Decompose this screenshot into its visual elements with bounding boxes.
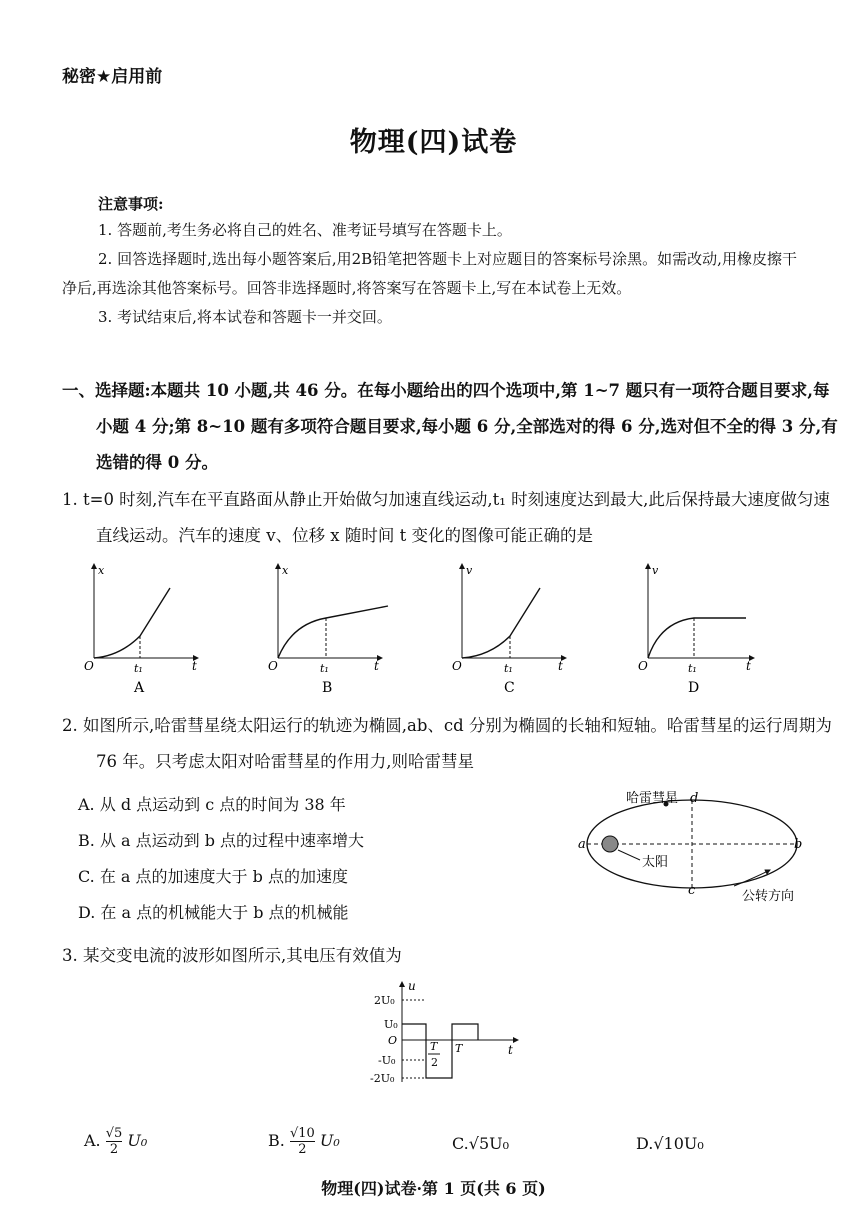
- secrecy-label: 秘密★启用前: [62, 67, 163, 87]
- q3-option-c-text: √5U₀: [468, 1134, 510, 1153]
- q3-option-c: [452, 1134, 509, 1153]
- note-item: 1. 答题前,考生务必将自己的姓名、准考证号填写在答题卡上。: [98, 221, 512, 239]
- question-3-stem: 3. 某交变电流的波形如图所示,其电压有效值为: [62, 946, 402, 965]
- graph-c-tick: t₁: [504, 662, 513, 675]
- graph-a: [84, 564, 198, 696]
- wave-y-neg-u0: -U₀: [378, 1054, 396, 1067]
- sun-label: 太阳: [642, 855, 669, 870]
- point-b: b: [794, 837, 803, 852]
- note-item: 2. 回答选择题时,选出每小题答案后,用2B铅笔把答题卡上对应题目的答案标号涂黑。如需改动,用橡皮擦干净后,再选涂其他答案标号。回答非选择题时,将答案写在答题卡上,写在本试卷上无效。: [62, 250, 797, 297]
- question-2-options: [78, 787, 364, 931]
- q3-option-d-letter: D.: [636, 1134, 654, 1153]
- q3-option-a-num: √5: [105, 1126, 123, 1141]
- graph-b-tick: t₁: [320, 662, 329, 675]
- q3-option-b: [268, 1126, 340, 1157]
- q3-option-b-num: √10: [289, 1126, 315, 1141]
- wave-y-u0: U₀: [384, 1018, 398, 1031]
- graph-c: [452, 564, 566, 696]
- wave-yaxis: u: [408, 979, 416, 993]
- graph-b-origin: O: [268, 659, 278, 673]
- graph-c-origin: O: [452, 659, 462, 673]
- graph-c-yaxis: v: [466, 564, 473, 577]
- graph-d-label: D: [688, 680, 700, 696]
- graph-d-origin: O: [638, 659, 648, 673]
- orbit-diagram: [574, 780, 814, 910]
- point-c: c: [688, 883, 696, 898]
- note-item: 3. 考试结束后,将本试卷和答题卡一并交回。: [98, 308, 392, 326]
- graph-c-xaxis: t: [558, 659, 563, 673]
- q2-option-a: A. 从 d 点运动到 c 点的时间为 38 年: [78, 795, 346, 814]
- q3-option-a-den: 2: [109, 1142, 119, 1157]
- q3-option-a: [84, 1126, 147, 1157]
- graph-d-xaxis: t: [746, 659, 751, 673]
- graph-b-yaxis: x: [282, 564, 289, 577]
- wave-half-den: 2: [431, 1056, 438, 1069]
- point-d: d: [690, 791, 699, 806]
- page-title: 物理(四)试卷: [349, 127, 518, 158]
- comet-label: 哈雷彗星: [626, 791, 679, 806]
- graph-d-yaxis: v: [652, 564, 659, 577]
- q2-option-d: D. 在 a 点的机械能大于 b 点的机械能: [78, 903, 349, 922]
- q2-option-b: B. 从 a 点运动到 b 点的过程中速率增大: [78, 831, 365, 850]
- section-instructions: 一、选择题:本题共 10 小题,共 46 分。在每小题给出的四个选项中,第 1~7 题只有一项符合题目要求,每小题 4 分;第 8~10 题有多项符合题目要求,每小题 6 分,全部选对的得 6 分,选对但不全的得 3 分,有选错的得 0 分。: [62, 381, 838, 472]
- q3-option-d-text: √10U₀: [653, 1134, 704, 1153]
- point-a: a: [578, 837, 586, 852]
- graph-a-xaxis: t: [192, 659, 197, 673]
- graph-a-yaxis: x: [98, 564, 105, 577]
- graph-c-label: C: [504, 680, 515, 696]
- q3-option-c-letter: C.: [452, 1134, 469, 1153]
- page-footer: 物理(四)试卷·第 1 页(共 6 页): [321, 1179, 546, 1198]
- graph-a-label: A: [134, 680, 145, 696]
- wave-half-period: T: [430, 1040, 438, 1053]
- sun-icon: [602, 836, 618, 852]
- q3-option-b-unit: U₀: [319, 1131, 340, 1150]
- wave-period: T: [455, 1042, 463, 1055]
- question-2-stem: 2. 如图所示,哈雷彗星绕太阳运行的轨迹为椭圆,ab、cd 分别为椭圆的长轴和短轴。哈雷彗星的运行周期为 76 年。只考虑太阳对哈雷彗星的作用力,则哈雷彗星: [62, 716, 832, 771]
- q3-option-a-letter: A.: [84, 1131, 101, 1150]
- direction-label: 公转方向: [742, 889, 795, 904]
- graph-b-xaxis: t: [374, 659, 379, 673]
- graph-a-tick: t₁: [134, 662, 143, 675]
- wave-y-2u0: 2U₀: [374, 994, 395, 1007]
- notes-list: [62, 216, 807, 332]
- q3-option-a-unit: U₀: [127, 1131, 148, 1150]
- question-1-stem: 1. t=0 时刻,汽车在平直路面从静止开始做匀加速直线运动,t₁ 时刻速度达到最大,此后保持最大速度做匀速直线运动。汽车的速度 v、位移 x 随时间 t 变化的图像可能正确的是: [62, 490, 830, 545]
- wave-xaxis: t: [508, 1043, 513, 1057]
- graph-b: [268, 564, 388, 696]
- graph-d: [638, 564, 754, 696]
- waveform-diagram: [360, 976, 530, 1088]
- orbit-direction-arrow: [734, 870, 770, 886]
- q3-option-d: [636, 1134, 704, 1153]
- wave-origin: O: [388, 1034, 398, 1047]
- graph-a-origin: O: [84, 659, 94, 673]
- q3-option-a-fraction: [106, 1126, 123, 1157]
- graph-d-tick: t₁: [688, 662, 697, 675]
- graph-b-label: B: [322, 680, 333, 696]
- notes-heading: 注意事项:: [98, 195, 164, 213]
- q3-option-b-den: 2: [298, 1142, 307, 1157]
- wave-y-neg-2u0: -2U₀: [370, 1072, 395, 1085]
- q2-option-c: C. 在 a 点的加速度大于 b 点的加速度: [78, 867, 348, 886]
- q3-option-b-letter: B.: [268, 1131, 285, 1150]
- q1-graphs: [70, 558, 830, 700]
- q3-option-b-fraction: [290, 1126, 315, 1157]
